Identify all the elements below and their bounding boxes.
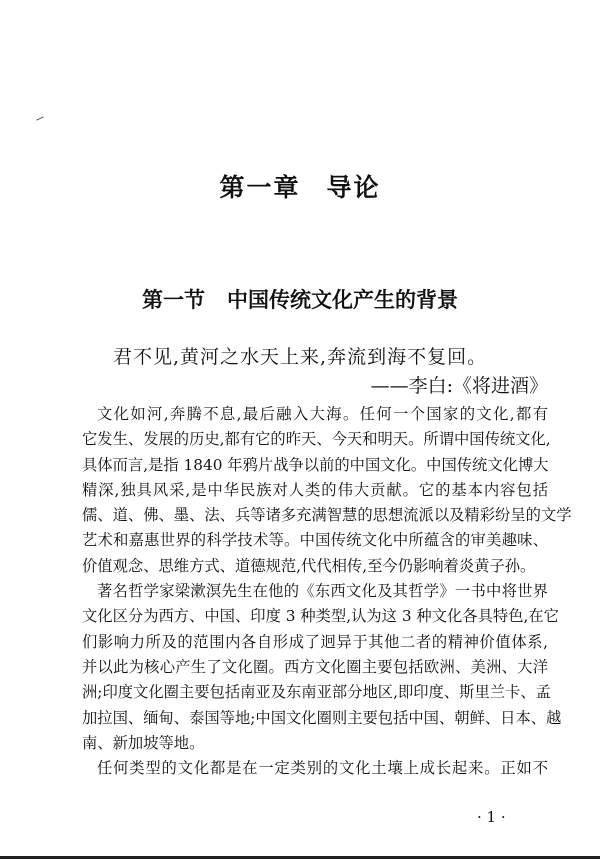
body-line: 它发生、发展的历史,都有它的昨天、今天和明天。所谓中国传统文化, (82, 430, 551, 449)
body-line: 文化如河,奔腾不息,最后融入大海。任何一个国家的文化,都有 (97, 405, 548, 423)
chapter-heading (0, 168, 600, 204)
section-title: 中国传统文化产生的背景 (227, 288, 458, 312)
body-line: 价值观念、思维方式、道德规范,代代相传,至今仍影响着炎黄子孙。 (82, 556, 536, 575)
body-line: 洲;印度文化圈主要包括南亚及东南亚部分地区,即印度、斯里兰卡、孟 (82, 683, 551, 702)
body-line: 并以此为核心产生了文化圈。西方文化圈主要包括欧洲、美洲、大洋 (82, 657, 548, 676)
body-line: 具体而言,是指 1840 年鸦片战争以前的中国文化。中国传统文化博大 (82, 455, 549, 474)
body-line: 儒、道、佛、墨、法、兵等诸多充满智慧的思想流派以及精彩纷呈的文学 (82, 506, 572, 525)
body-line: 任何类型的文化都是在一定类别的文化土壤上成长起来。正如不 (97, 759, 548, 778)
body-line: 文化区分为西方、中国、印度 3 种类型,认为这 3 种文化各具特色,在它 (82, 607, 559, 626)
chapter-title: 导论 (326, 173, 381, 202)
body-line: 艺术和嘉惠世界的科学技术等。中国传统文化中所蕴含的审美趣味、 (82, 531, 548, 550)
scan-speck (36, 116, 44, 120)
epigraph-attribution: ——李白:《将进酒》 (370, 375, 548, 397)
page-number: · 1 · (477, 808, 506, 826)
chapter-number: 第一章 (219, 173, 301, 202)
body-line: 南、新加坡等地。 (82, 733, 205, 752)
body-line: 精深,独具风采,是中华民族对人类的伟大贡献。它的基本内容包括 (82, 480, 548, 499)
body-line: 著名哲学家梁漱溟先生在他的《东西文化及其哲学》一书中将世界 (97, 582, 548, 601)
epigraph-quote: 君不见,黄河之水天上来,奔流到海不复回。 (113, 346, 488, 368)
section-heading (0, 284, 600, 314)
body-line: 们影响力所及的范围内各自形成了迥异于其他二者的精神价值体系, (82, 632, 548, 651)
body-text (82, 402, 572, 781)
section-number: 第一节 (142, 288, 205, 312)
page-bottom-rule (0, 856, 600, 859)
body-line: 加拉国、缅甸、泰国等地;中国文化圈则主要包括中国、朝鲜、日本、越 (82, 708, 562, 727)
